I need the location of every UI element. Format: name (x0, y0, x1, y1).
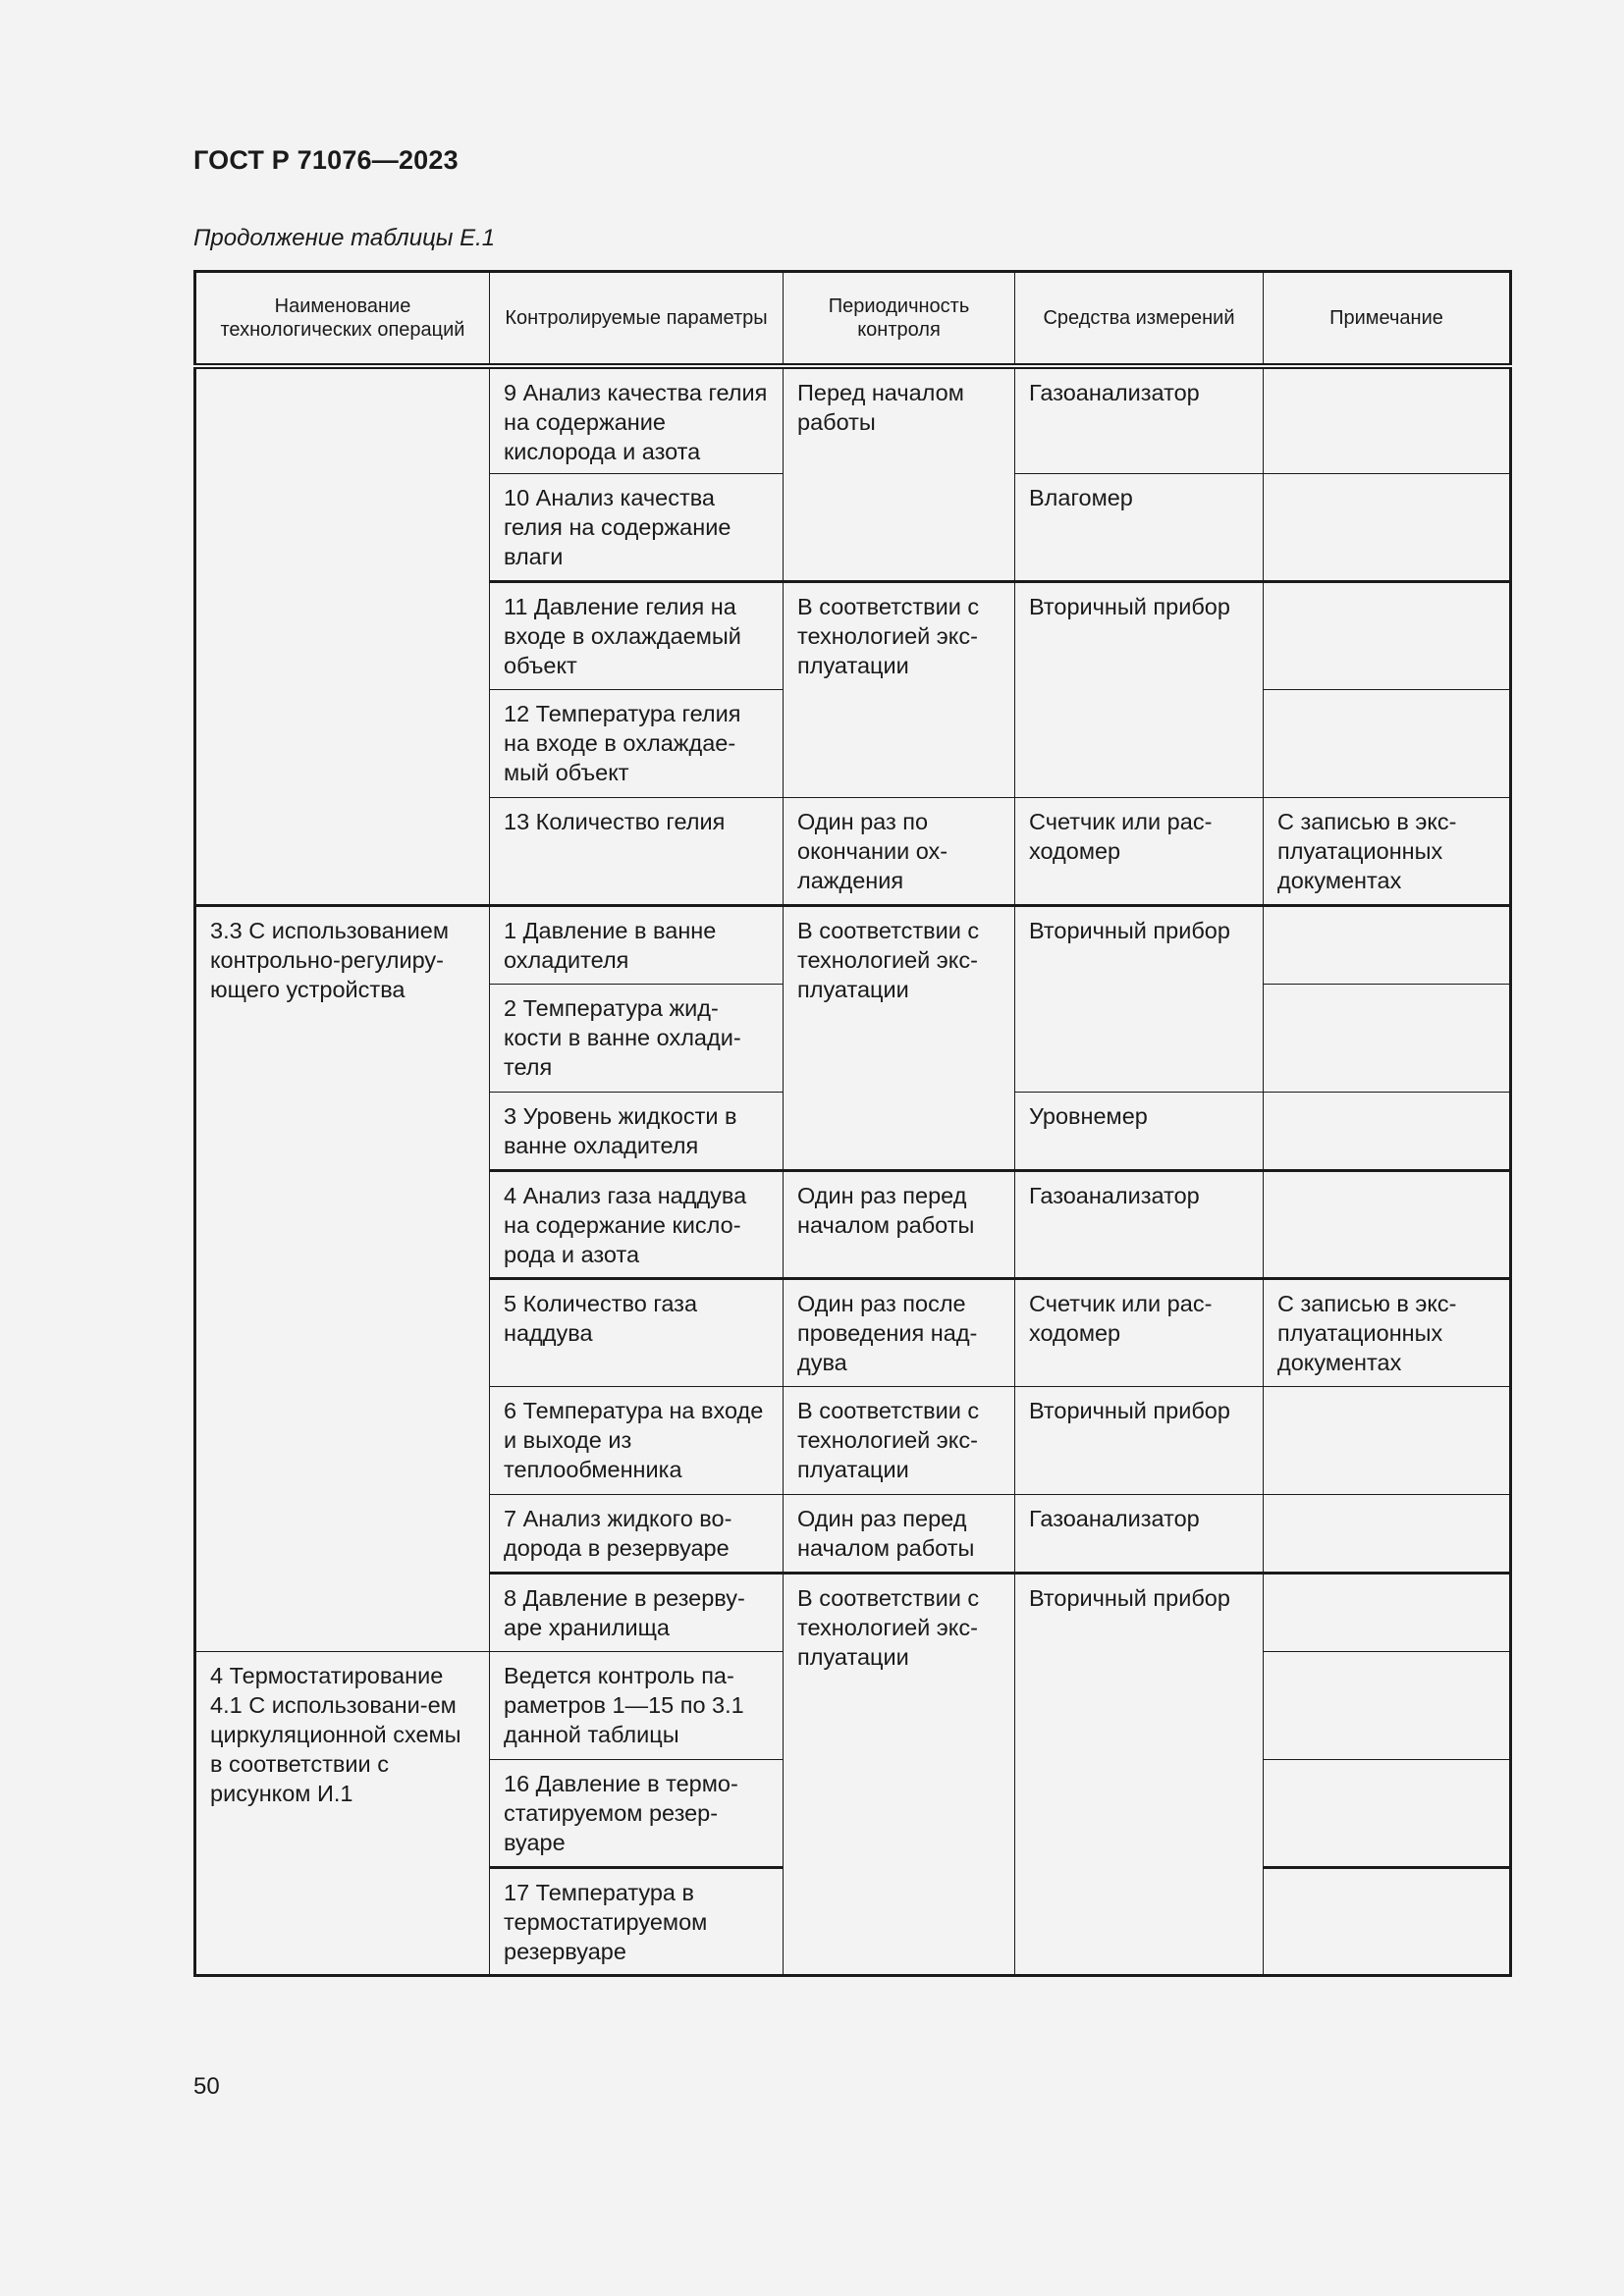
note-cell (1264, 1495, 1511, 1574)
period-cell: В соответствии с технологией экс-плуатации (784, 906, 1015, 1171)
instrument-cell: Газоанализатор (1015, 366, 1264, 474)
header-instruments: Средства измерений (1015, 272, 1264, 366)
instrument-cell: Вторичный прибор (1015, 582, 1264, 798)
note-cell (1264, 1387, 1511, 1495)
note-cell (1264, 1652, 1511, 1760)
note-cell (1264, 1574, 1511, 1652)
period-cell: Один раз после проведения над-дува (784, 1279, 1015, 1387)
note-cell (1264, 690, 1511, 798)
param-cell: 3 Уровень жидкости в ванне охладителя (490, 1093, 784, 1171)
instrument-cell: Счетчик или рас-ходомер (1015, 1279, 1264, 1387)
param-cell: 17 Температура в термостатируемом резервуаре (490, 1868, 784, 1976)
instrument-cell: Вторичный прибор (1015, 906, 1264, 1093)
period-cell: Один раз по окончании ох-лаждения (784, 798, 1015, 906)
note-cell (1264, 1868, 1511, 1976)
note-cell: С записью в экс-плуатационных документах (1264, 798, 1511, 906)
param-cell: 13 Количество гелия (490, 798, 784, 906)
instrument-cell: Вторичный прибор (1015, 1574, 1264, 1976)
instrument-cell: Влагомер (1015, 474, 1264, 582)
note-cell (1264, 985, 1511, 1093)
period-cell: Один раз перед началом работы (784, 1495, 1015, 1574)
param-cell: 5 Количество газа наддува (490, 1279, 784, 1387)
note-cell (1264, 582, 1511, 690)
document-code: ГОСТ Р 71076—2023 (193, 145, 459, 175)
note-cell (1264, 1093, 1511, 1171)
param-cell: Ведется контроль па-раметров 1—15 по 3.1 данной таблицы (490, 1652, 784, 1760)
page-number: 50 (193, 2073, 220, 2100)
table-caption: Продолжение таблицы Е.1 (193, 225, 496, 251)
period-cell: В соответствии с технологией экс-плуатации (784, 1387, 1015, 1495)
table-header-row (195, 272, 1511, 366)
instrument-cell: Газоанализатор (1015, 1495, 1264, 1574)
header-parameters: Контролируемые параметры (490, 272, 784, 366)
period-cell: Один раз перед началом работы (784, 1171, 1015, 1279)
table-row (195, 906, 1511, 985)
param-cell: 12 Температура гелия на входе в охлаждае-мый объект (490, 690, 784, 798)
param-cell: 11 Давление гелия на входе в охлаждаемый объект (490, 582, 784, 690)
note-cell (1264, 1760, 1511, 1868)
param-cell: 4 Анализ газа наддува на содержание кисло-рода и азота (490, 1171, 784, 1279)
header-periodicity: Периодичность контроля (784, 272, 1015, 366)
period-cell: Перед началом работы (784, 366, 1015, 582)
instrument-cell: Вторичный прибор (1015, 1387, 1264, 1495)
instrument-cell: Уровнемер (1015, 1093, 1264, 1171)
operation-cell-empty (195, 366, 490, 906)
instrument-cell: Счетчик или рас-ходомер (1015, 798, 1264, 906)
period-cell: В соответствии с технологией экс-плуатации (784, 582, 1015, 798)
param-cell: 16 Давление в термо-статируемом резер-вуаре (490, 1760, 784, 1868)
table-row (195, 366, 1511, 474)
param-cell: 1 Давление в ванне охладителя (490, 906, 784, 985)
param-cell: 6 Температура на входе и выходе из теплообменника (490, 1387, 784, 1495)
note-cell (1264, 366, 1511, 474)
operation-cell: 4 Термостатирование 4.1 С использовани-ем циркуляционной схемы в соответствии с рисунком И.1 (195, 1652, 490, 1976)
period-cell: В соответствии с технологией экс-плуатации (784, 1574, 1015, 1976)
instrument-cell: Газоанализатор (1015, 1171, 1264, 1279)
header-note: Примечание (1264, 272, 1511, 366)
param-cell: 8 Давление в резерву-аре хранилища (490, 1574, 784, 1652)
param-cell: 2 Температура жид-кости в ванне охлади-теля (490, 985, 784, 1093)
param-cell: 10 Анализ качества гелия на содержание влаги (490, 474, 784, 582)
note-cell (1264, 474, 1511, 582)
param-cell: 9 Анализ качества гелия на содержание кислорода и азота (490, 366, 784, 474)
note-cell (1264, 906, 1511, 985)
note-cell (1264, 1171, 1511, 1279)
control-parameters-table (193, 270, 1512, 1977)
note-cell: С записью в экс-плуатационных документах (1264, 1279, 1511, 1387)
param-cell: 7 Анализ жидкого во-дорода в резервуаре (490, 1495, 784, 1574)
header-operations: Наименование технологических операций (195, 272, 490, 366)
operation-cell: 3.3 С использованием контрольно-регулиру-ющего устройства (195, 906, 490, 1652)
